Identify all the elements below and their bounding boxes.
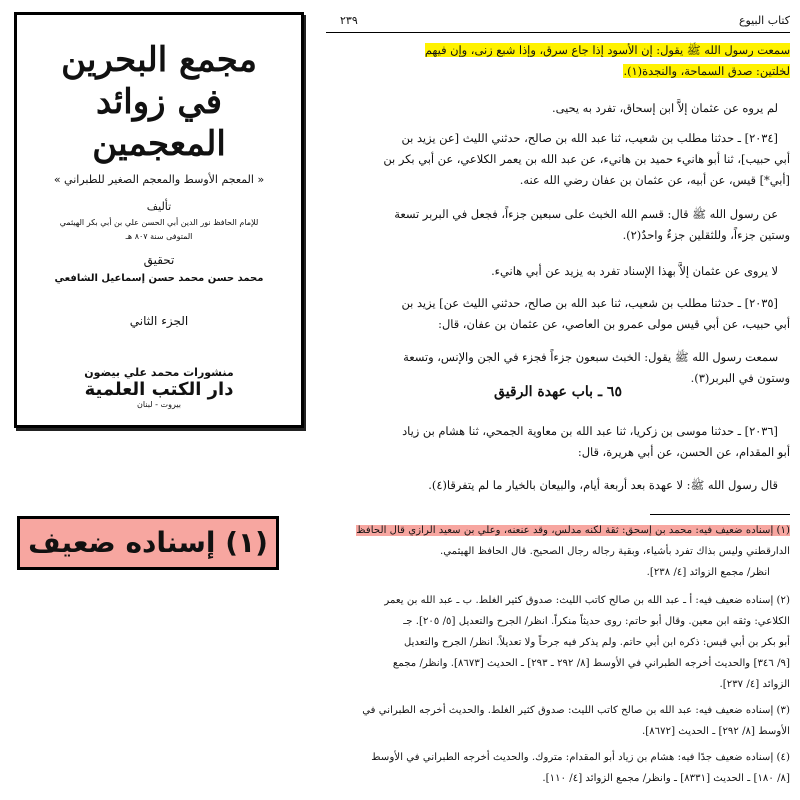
text-line: وستون في البربر(٣). (690, 371, 790, 385)
footnote-callout: (١) إسناده ضعيف (17, 516, 279, 570)
cover-editor-name: محمد حسن محمد حسن إسماعيل الشافعي (54, 273, 264, 284)
text-line: وستين جزءاً، وللثقلين جزءٌ واحدٌ(٢). (622, 228, 790, 242)
footnote-line: [٨/ ١٨٠] ـ الحديث [٨٣٣١] ـ وانظر/ مجمع الزوائد [٤/ ١١٠]. (542, 773, 790, 784)
footnote-line: الكلاعي: وثقه ابن معين. وقال أبو حاتم: روى حديثاً منكراً. انظر/ الجرح والتعديل [٥/ ٢٠٥]. جـ (403, 616, 790, 627)
footnote-line: (٤) إسناده ضعيف جدًا فيه: هشام بن زياد أبو المقدام: متروك. والحديث أخرجه الطبراني في الأوسط (371, 752, 790, 763)
text-line: [أبي*] قيس، عن أبيه، عن عثمان بن عفان رضي الله عنه. (519, 173, 790, 187)
text-line: أبي حبيب، عن أبي قيس مولى عمرو بن العاصي، عن عثمان بن عفان، قال: (438, 317, 790, 331)
text-line: عن رسول الله ﷺ قال: قسم الله الخبث على سبعين جزءاً، فجعل في البربر تسعة (394, 207, 778, 221)
book-cover-image (14, 12, 304, 428)
cover-author-label: تأليف (146, 200, 172, 213)
text-line: [٢٠٣٦] ـ حدثنا موسى بن زكريا، ثنا عبد الله بن معاوية الجمحي، ثنا هشام بن زياد (402, 424, 778, 438)
cover-editor-label: تحقيق (143, 253, 175, 267)
section-heading: ٦٥ ـ باب عهدة الرقيق (494, 384, 622, 400)
cover-publisher-line1: منشورات محمد علي بيضون (84, 366, 234, 379)
text-line: [٢٠٣٤] ـ حدثنا مطلب بن شعيب، ثنا عبد الله بن صالح، حدثني الليث [عن يزيد بن (401, 131, 778, 145)
book-page (326, 14, 790, 790)
cover-publisher-city: بيروت - لبنان (137, 400, 181, 409)
text-line: سمعت رسول الله ﷺ يقول: الخبث سبعون جزءاً فجزء في الجن والإنس، وتسعة (403, 350, 778, 364)
text-line: قال رسول الله ﷺ: لا عهدة بعد أربعة أيام، والبيعان بالخيار ما لم يتفرقا(٤). (428, 478, 778, 492)
page-running-title: كتاب البيوع (738, 14, 790, 27)
footnote-line: الدارقطني وليس بذاك تفرد بأشياء، وبقية رجاله رجال الصحيح. قال الحافظ الهيثمي. (439, 546, 790, 557)
text-line: سمعت رسول الله ﷺ يقول: إن الأسود إذا جاع سرق، وإذا شبع زنى، وإن فيهم (424, 43, 790, 57)
cover-title-line1: مجمع البحرين (61, 40, 257, 80)
footnote-line: انظر/ مجمع الزوائد [٤/ ٢٣٨]. (646, 567, 770, 578)
text-line: لخلتين: صدق السماحة، والنجدة(١). (623, 64, 790, 78)
footnote-line: أبو بكر بن أبي قيس: ذكره ابن أبي حاتم. ولم يذكر فيه جرحاً ولا تعديلاً. انظر/ الجرح والتعديل (403, 637, 790, 648)
cover-title-line2: في زوائد المعجمين (92, 82, 226, 164)
text-line: لم يروه عن عثمان إلاَّ ابن إسحاق، تفرد به يحيى. (551, 101, 778, 115)
page-number: ٢٣٩ (340, 14, 358, 27)
footnote-line: (٢) إسناده ضعيف فيه: أ ـ عبد الله بن صالح كاتب الليث: صدوق كثير الغلط. ب ـ عبد الله بن يعمر (384, 595, 790, 606)
footnote-line: (١) إسناده ضعيف فيه: محمد بن إسحق: ثقة لكنه مدلس، وقد عنعنه، وعلي بن سعيد الرازي قال الحافظ (356, 525, 790, 536)
footnote-line: (٣) إسناده ضعيف فيه: عبد الله بن صالح كاتب الليث: صدوق كثير الغلط. والحديث أخرجه الطبراني في (362, 705, 790, 716)
text-line: أبي حبيب]، ثنا أبو هانيء حميد بن هانيء، عن عبد الله بن يعمر الكلاعي، عن أبي بكر بن (383, 152, 790, 166)
cover-volume: الجزء الثاني (129, 314, 189, 328)
text-line: لا يروى عن عثمان إلاَّ بهذا الإسناد تفرد به يزيد عن أبي هانيء. (491, 264, 778, 278)
cover-subtitle: « المعجم الأوسط والمعجم الصغير للطبراني » (53, 173, 265, 186)
cover-author-dates: المتوفى سنة ٨٠٧ هـ (125, 232, 193, 241)
text-line: [٢٠٣٥] ـ حدثنا مطلب بن شعيب، ثنا عبد الله بن صالح، حدثني الليث عن] يزيد بن (401, 296, 778, 310)
page-header (326, 14, 790, 33)
cover-author-name: للإمام الحافظ نور الدين أبي الحسن علي بن أبي بكر الهيثمي (59, 218, 259, 227)
footnote-line: الزوائد [٤/ ٢٣٧]. (719, 679, 790, 690)
cover-publisher-logo: دار الكتب العلمية (84, 379, 234, 400)
footnote-line: الأوسط [٨/ ٢٩٢] ـ الحديث [٨٦٧٢]. (641, 726, 790, 737)
footnote-separator (650, 514, 790, 515)
text-line: أبو المقدام، عن الحسن، عن أبي هريرة، قال: (577, 445, 790, 459)
footnote-line: [٩/ ٣٤٦] والحديث أخرجه الطبراني في الأوسط [٨/ ٢٩٢ ـ ٢٩٣] ـ الحديث [٨٦٧٣]. وانظر/ مجمع (392, 658, 790, 669)
